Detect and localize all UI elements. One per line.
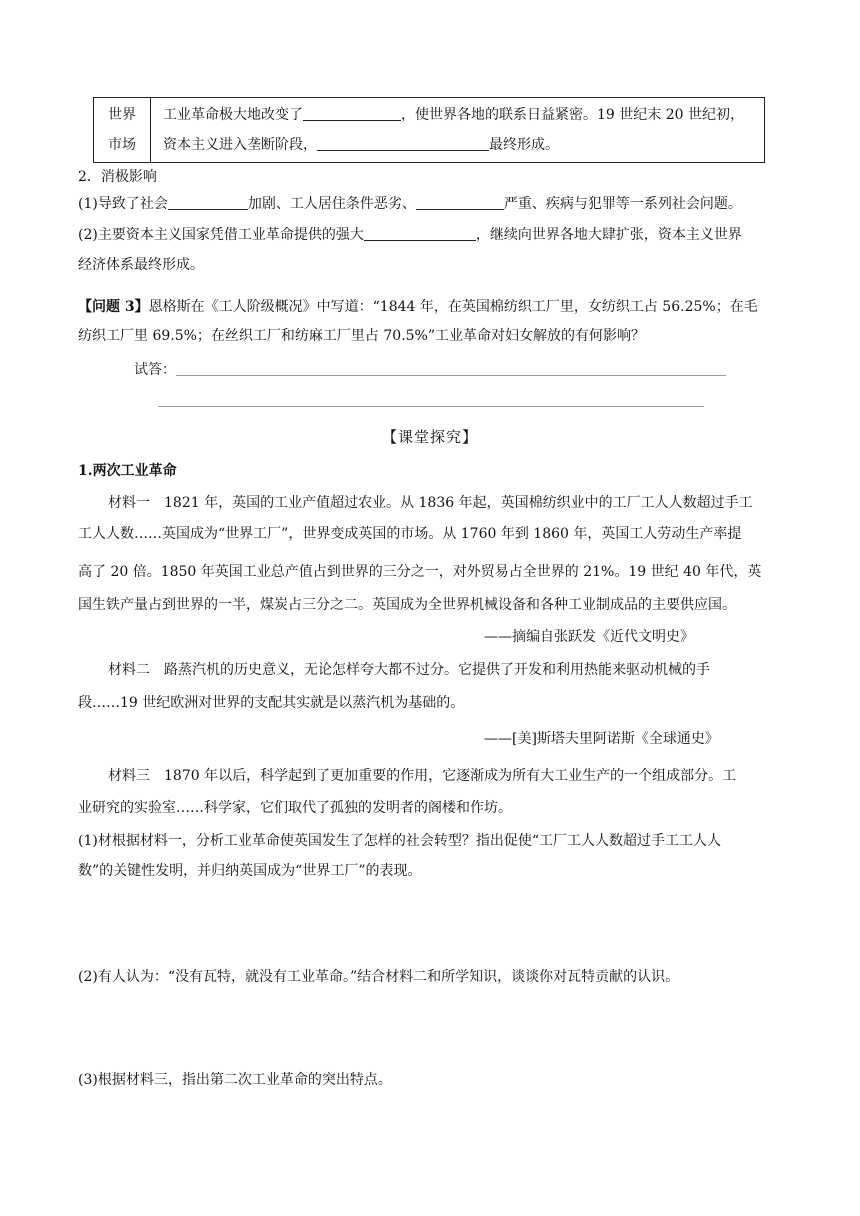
material-1-line-2: 工人人数……英国成为“世界工厂”，世界变成英国的市场。从 1760 年到 1860 年，英国工人劳动生产率提 (78, 526, 742, 542)
material-1-source: ——摘编自张跃发《近代文明史》 (484, 629, 694, 645)
table-header-line1: 世界 (108, 107, 136, 123)
fill-blank[interactable] (317, 136, 489, 151)
table-text: 资本主义进入垄断阶段， (163, 137, 317, 153)
negative-heading: 2．消极影响 (78, 169, 157, 185)
material-3-line-2: 业研究的实验室……科学家，它们取代了孤独的发明者的阁楼和作坊。 (78, 800, 512, 816)
material-3-line-1: 材料三 1870 年以后，科学起到了更加重要的作用，它逐渐成为所有大工业生产的一个组成部分。工 (108, 768, 737, 784)
section-subtitle: 1.两次工业革命 (78, 463, 177, 479)
item-text: 严重、疾病与犯罪等一系列社会问题。 (503, 196, 742, 212)
inquiry-question-1-line-1: (1)材根据材料一，分析工业革命使英国发生了怎样的社会转型？指出促使“工厂工人人数超过手工工人人 (78, 833, 721, 849)
table-text: 工业革命极大地改变了 (163, 107, 303, 123)
table-cell-content (151, 98, 764, 162)
material-1-line-4: 国生铁产量占到世界的一半，煤炭占三分之二。英国成为全世界机械设备和各种工业制成品的主要供应国。 (78, 597, 736, 613)
table-line-2 (163, 130, 756, 160)
material-2-source: ——[美]斯塔夫里阿诺斯《全球通史》 (484, 731, 719, 747)
fill-blank[interactable] (364, 226, 476, 241)
question-3-line-2: 纺织工厂里 69.5%；在丝织工厂和纺麻工厂里占 70.5%”工业革命对妇女解放的有何影响？ (78, 328, 646, 344)
material-2-line-2: 段……19 世纪欧洲对世界的支配其实就是以蒸汽机为基础的。 (78, 695, 465, 711)
inquiry-question-2: (2)有人认为：“没有瓦特，就没有工业革命。”结合材料二和所学知识，谈谈你对瓦特贡献的认识。 (78, 969, 680, 985)
table-header-line2: 市场 (108, 137, 136, 153)
table-line-1 (163, 100, 756, 130)
negative-item-2 (78, 224, 742, 246)
table-text: 最终形成。 (489, 137, 559, 153)
item-text: 加剧、工人居住条件恶劣、 (247, 196, 416, 212)
material-2-line-1: 材料二 路蒸汽机的历史意义，无论怎样夸大都不过分。它提供了开发和利用热能来驱动机械的手 (108, 662, 710, 678)
world-market-table (93, 97, 765, 163)
answer-line-1[interactable] (176, 375, 726, 376)
item-text: (1)导致了社会 (78, 196, 168, 212)
question-3-label: 【问题 3】 (78, 299, 149, 315)
item-text: ，继续向世界各地大肆扩张，资本主义世界 (475, 227, 742, 243)
fill-blank[interactable] (416, 195, 504, 210)
table-row-header (94, 98, 151, 162)
inquiry-question-1-line-2: 数”的关键性发明，并归纳英国成为“世界工厂”的表现。 (78, 863, 422, 879)
section-title: 【课堂探究】 (381, 428, 478, 446)
inquiry-question-3: (3)根据材料三，指出第二次工业革命的突出特点。 (78, 1072, 392, 1088)
fill-blank[interactable] (303, 106, 401, 121)
material-1-line-3: 高了 20 倍。1850 年英国工业总产值占到世界的三分之一，对外贸易占全世界的 21%。19 世纪 40 年代，英 (78, 564, 762, 580)
negative-item-1 (78, 193, 742, 215)
answer-line-2[interactable] (158, 406, 704, 407)
fill-blank[interactable] (168, 195, 248, 210)
question-text: 恩格斯在《工人阶级概况》中写道：“1844 年，在英国棉纺织工厂里，女纺织工占 56.25%；在毛 (148, 299, 758, 315)
negative-item-2-cont: 经济体系最终形成。 (78, 257, 204, 273)
material-1-line-1: 材料一 1821 年，英国的工业产值超过农业。从 1836 年起，英国棉纺织业中的工厂工人人数超过手工 (108, 495, 753, 511)
answer-label: 试答： (134, 362, 176, 378)
question-3-line-1 (78, 296, 758, 318)
item-text: (2)主要资本主义国家凭借工业革命提供的强大 (78, 227, 364, 243)
table-text: ，使世界各地的联系日益紧密。19 世纪末 20 世纪初， (401, 107, 744, 123)
